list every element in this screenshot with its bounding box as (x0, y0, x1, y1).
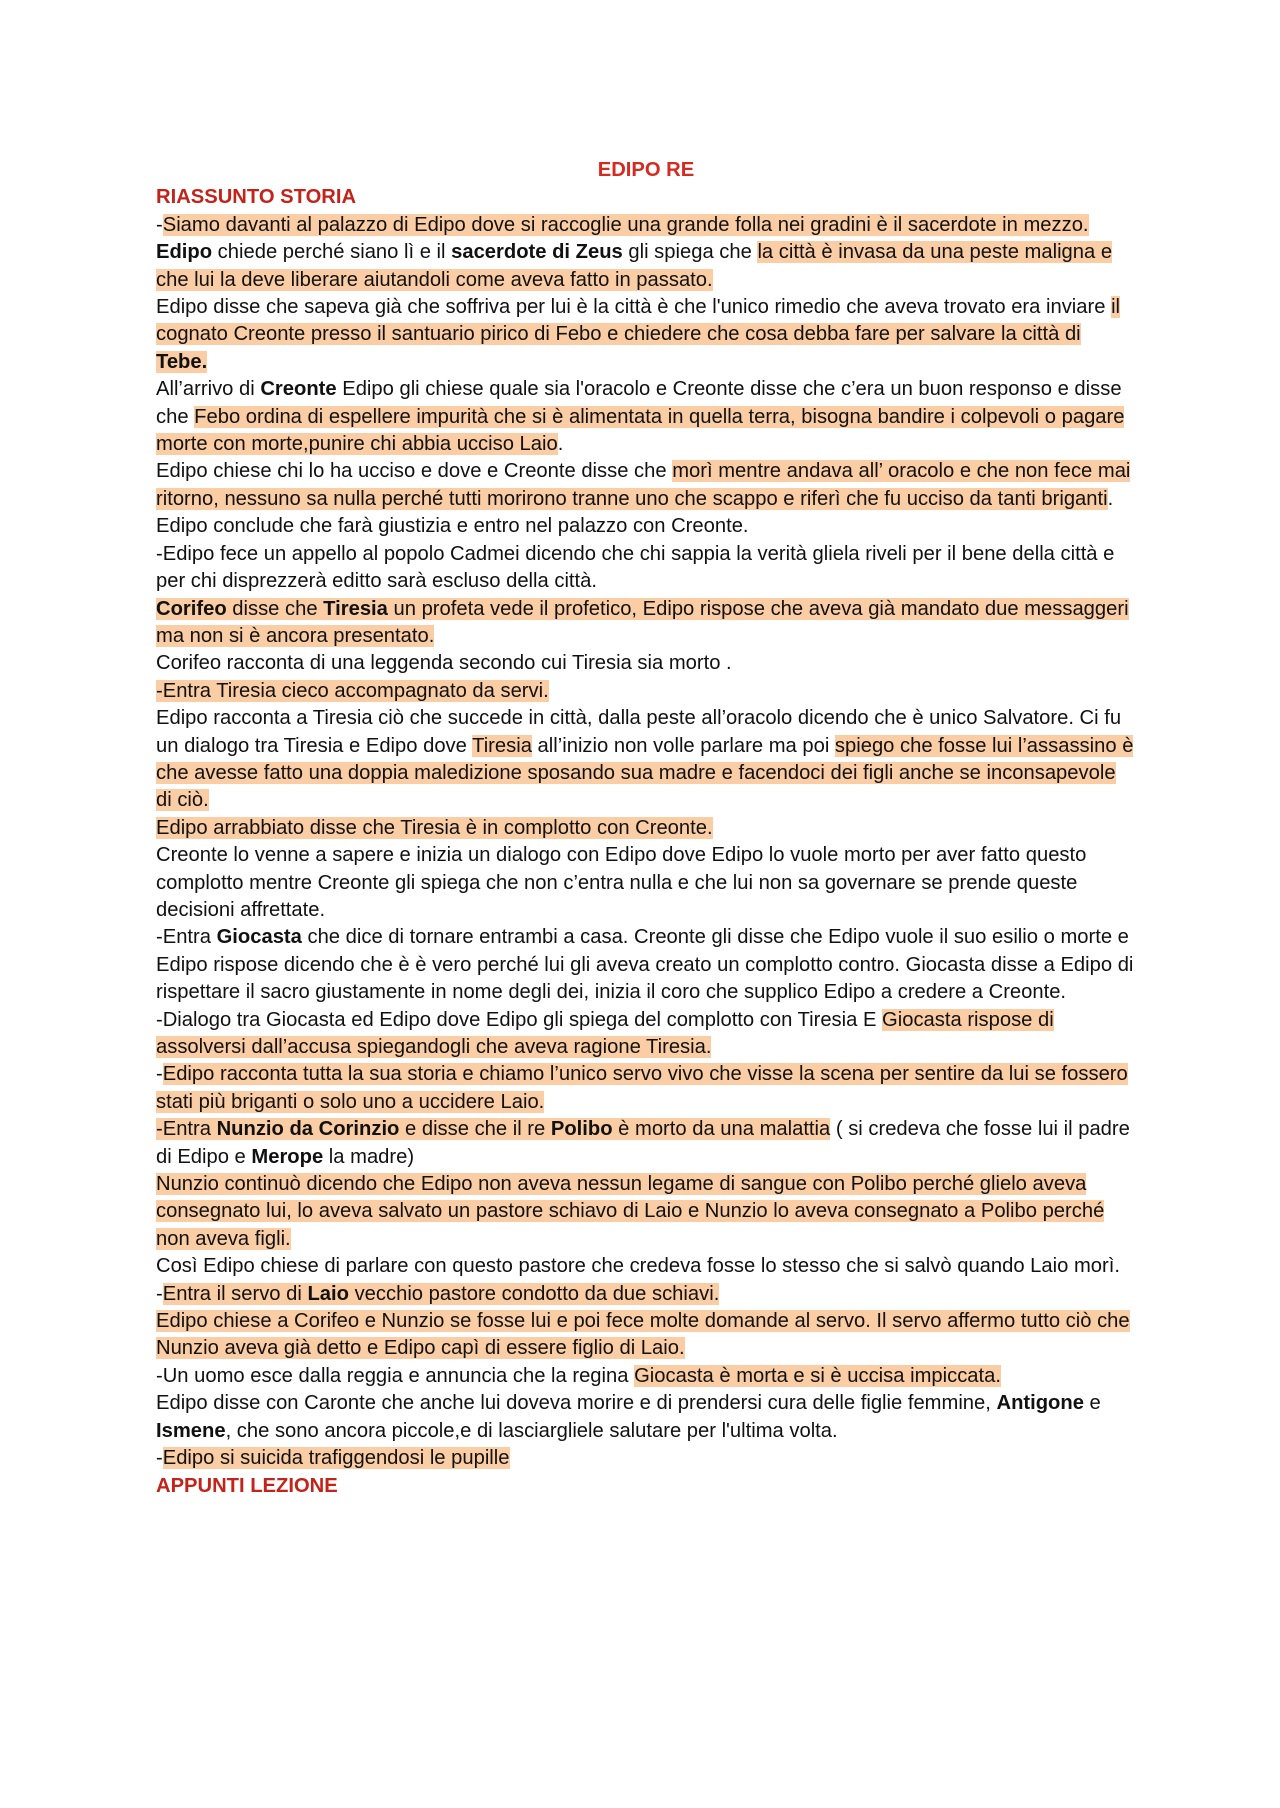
highlighted-text: -Entra (156, 1118, 217, 1141)
summary-paragraph (156, 1007, 1136, 1062)
section-heading-summary: RIASSUNTO STORIA (156, 186, 357, 209)
highlighted-text: Tebe. (156, 350, 208, 373)
highlighted-text: Polibo (550, 1118, 613, 1141)
highlighted-text: disse che (226, 597, 324, 620)
summary-paragraph (156, 294, 1136, 376)
text-run: Edipo disse con Caronte che anche lui doveva morire e di prendersi cura delle figlie femmine, (156, 1392, 997, 1415)
highlighted-text: Entra il servo di (162, 1282, 308, 1305)
highlighted-text: e disse che il re (399, 1118, 551, 1141)
text-run: chiede perché siano lì e il (212, 241, 452, 264)
bold-text: Giocasta (216, 926, 302, 949)
highlighted-text: un profeta vede il profetico, Edipo rispose che aveva già mandato due messaggeri ma non si è ancora presentato. (156, 597, 1129, 647)
summary-paragraph (156, 1253, 1136, 1280)
text-run: Edipo conclude che farà giustizia e entro nel palazzo con Creonte. (156, 515, 749, 538)
highlighted-text: Giocasta è morta e si è uccisa impiccata. (634, 1364, 1001, 1387)
text-run: - (156, 1282, 163, 1305)
text-run: All’arrivo di (156, 378, 261, 401)
text-run: -Entra (156, 926, 217, 949)
highlighted-text: il cognato Creonte presso il santuario pirico di Febo e chiedere che cosa debba fare per salvare la città di (156, 296, 1121, 346)
highlighted-text: Tiresia (323, 597, 388, 620)
text-run: Creonte lo venne a sapere e inizia un dialogo con Edipo dove Edipo lo vuole morto per aver fatto questo complotto mentre Creonte gli spiega che non c’entra nulla e che lui non sa governare se prende queste decisioni affrettate. (156, 844, 1087, 921)
text-run: -Edipo fece un appello al popolo Cadmei dicendo che chi sappia la verità gliela riveli per il bene della città e per chi disprezzerà editto sarà escluso della città. (156, 542, 1115, 593)
text-run: - (156, 213, 163, 236)
summary-paragraph (156, 239, 1136, 294)
text-run: Edipo racconta a Tiresia ciò che succede in città, dalla peste all’oracolo dicendo che è unico Salvatore. Ci fu un dialogo tra Tiresia e Edipo dove (156, 707, 1122, 757)
summary-paragraphs (156, 212, 1136, 1473)
document-content (156, 157, 1136, 1500)
summary-paragraph (156, 596, 1136, 651)
text-run: -Dialogo tra Giocasta ed Edipo dove Edipo gli spiega del complotto con Tiresia E (156, 1008, 883, 1031)
text-run: Edipo chiese chi lo ha ucciso e dove e Creonte disse che (156, 460, 673, 483)
bold-text: Ismene (156, 1419, 226, 1442)
highlighted-text: la città è invasa da una peste maligna e che lui la deve liberare aiutandoli come aveva fatto in passato. (156, 241, 1113, 291)
summary-paragraph (156, 650, 1136, 677)
bold-text: Antigone (996, 1392, 1084, 1415)
highlighted-text: -Entra Tiresia cieco accompagnato da servi. (156, 679, 549, 702)
text-run: Corifeo racconta di una leggenda secondo cui Tiresia sia morto . (156, 652, 732, 675)
text-run: -Un uomo esce dalla reggia e annuncia che la regina (156, 1364, 635, 1387)
bold-text: Edipo (156, 241, 213, 264)
highlighted-text: Laio (307, 1282, 349, 1305)
text-run: e (1083, 1392, 1101, 1415)
summary-paragraph (156, 513, 1136, 540)
summary-paragraph (156, 1390, 1136, 1445)
summary-paragraph (156, 842, 1136, 924)
bold-text: Merope (251, 1145, 324, 1168)
text-run: . (1107, 487, 1114, 510)
text-run: - (156, 1447, 163, 1470)
summary-paragraph (156, 1171, 1136, 1253)
highlighted-text: Febo ordina di espellere impurità che si è alimentata in quella terra, bisogna bandire i colpevoli o pagare morte con morte,punire chi abbia ucciso Laio (156, 405, 1125, 456)
document-title: EDIPO RE (597, 159, 695, 181)
highlighted-text: è morto da una malattia (612, 1118, 831, 1141)
section-heading-notes: APPUNTI LEZIONE (156, 1474, 338, 1497)
highlighted-text: Nunzio da Corinzio (216, 1118, 400, 1141)
highlighted-text: spiego che fosse lui l’assassino è che avesse fatto una doppia maledizione sposando sua madre e facendoci dei figli anche se inconsapevole di ciò. (156, 734, 1134, 812)
summary-paragraph (156, 1308, 1136, 1363)
highlighted-text: vecchio pastore condotto da due schiavi. (348, 1282, 720, 1305)
highlighted-text: Edipo racconta tutta la sua storia e chiamo l’unico servo vivo che visse la scena per sentire da lui se fossero stati più briganti o solo uno a uccidere Laio. (156, 1063, 1128, 1113)
summary-paragraph (156, 1061, 1136, 1116)
highlighted-text: Edipo si suicida trafiggendosi le pupille (162, 1447, 510, 1470)
summary-paragraph (156, 1116, 1136, 1171)
summary-paragraph (156, 1445, 1136, 1472)
summary-paragraph (156, 376, 1136, 458)
highlighted-text: Siamo davanti al palazzo di Edipo dove si raccoglie una grande folla nei gradini è il sacerdote in mezzo. (162, 213, 1089, 236)
highlighted-text: Edipo chiese a Corifeo e Nunzio se fosse lui e poi fece molte domande al servo. Il servo affermo tutto ciò che Nunzio aveva già detto e Edipo capì di essere figlio di Laio. (156, 1310, 1130, 1360)
text-run: gli spiega che (622, 241, 758, 264)
summary-paragraph (156, 541, 1136, 596)
highlighted-text: Corifeo (156, 597, 227, 620)
bold-text: sacerdote di Zeus (451, 241, 623, 264)
highlighted-text: morì mentre andava all’ oracolo e che non fece mai ritorno, nessuno sa nulla perché tutti morirono tranne uno che scappo e riferì che fu ucciso da tanti briganti (156, 460, 1131, 510)
highlighted-text: Nunzio continuò dicendo che Edipo non aveva nessun legame di sangue con Polibo perché glielo aveva consegnato lui, lo aveva salvato un pastore schiavo di Laio e Nunzio lo aveva consegnato a Polibo perché non aveva figli. (156, 1173, 1105, 1250)
text-run: Edipo gli chiese quale sia l'oracolo e Creonte disse che c’era un buon responso e disse che (156, 378, 1122, 428)
text-run: Così Edipo chiese di parlare con questo pastore che credeva fosse lo stesso che si salvò quando Laio morì. (156, 1255, 1120, 1278)
highlighted-text: Giocasta rispose di assolversi dall’accusa spiegandogli che aveva ragione Tiresia. (156, 1008, 1054, 1058)
summary-paragraph (156, 1363, 1136, 1390)
summary-paragraph (156, 705, 1136, 815)
summary-paragraph (156, 458, 1136, 513)
text-run: - (156, 1063, 163, 1086)
text-run: all’inizio non volle parlare ma poi (531, 734, 835, 757)
text-run: . (557, 433, 564, 456)
summary-paragraph (156, 815, 1136, 842)
text-run: , che sono ancora piccole,e di lasciargliele salutare per l'ultima volta. (225, 1419, 838, 1442)
text-run: ( si credeva che fosse lui il padre di Edipo e (156, 1118, 1130, 1168)
highlighted-text: Tiresia (472, 734, 532, 757)
text-run: la madre) (323, 1145, 415, 1168)
summary-paragraph (156, 1281, 1136, 1308)
text-run: Edipo disse che sapeva già che soffriva per lui è la città è che l'unico rimedio che aveva trovato era inviare (156, 296, 1112, 319)
summary-paragraph (156, 212, 1136, 239)
highlighted-text: Edipo arrabbiato disse che Tiresia è in complotto con Creonte. (156, 816, 713, 839)
bold-text: Creonte (260, 378, 337, 401)
text-run: che dice di tornare entrambi a casa. Creonte gli disse che Edipo vuole il suo esilio o morte e Edipo rispose dicendo che è è vero perché lui gli aveva creato un complotto contro. Giocasta disse a Edipo di rispettare il sacro giustamente in nome degli dei, inizia il coro che supplico Edipo a credere a Creonte. (156, 926, 1134, 1004)
summary-paragraph (156, 924, 1136, 1006)
summary-paragraph (156, 678, 1136, 705)
